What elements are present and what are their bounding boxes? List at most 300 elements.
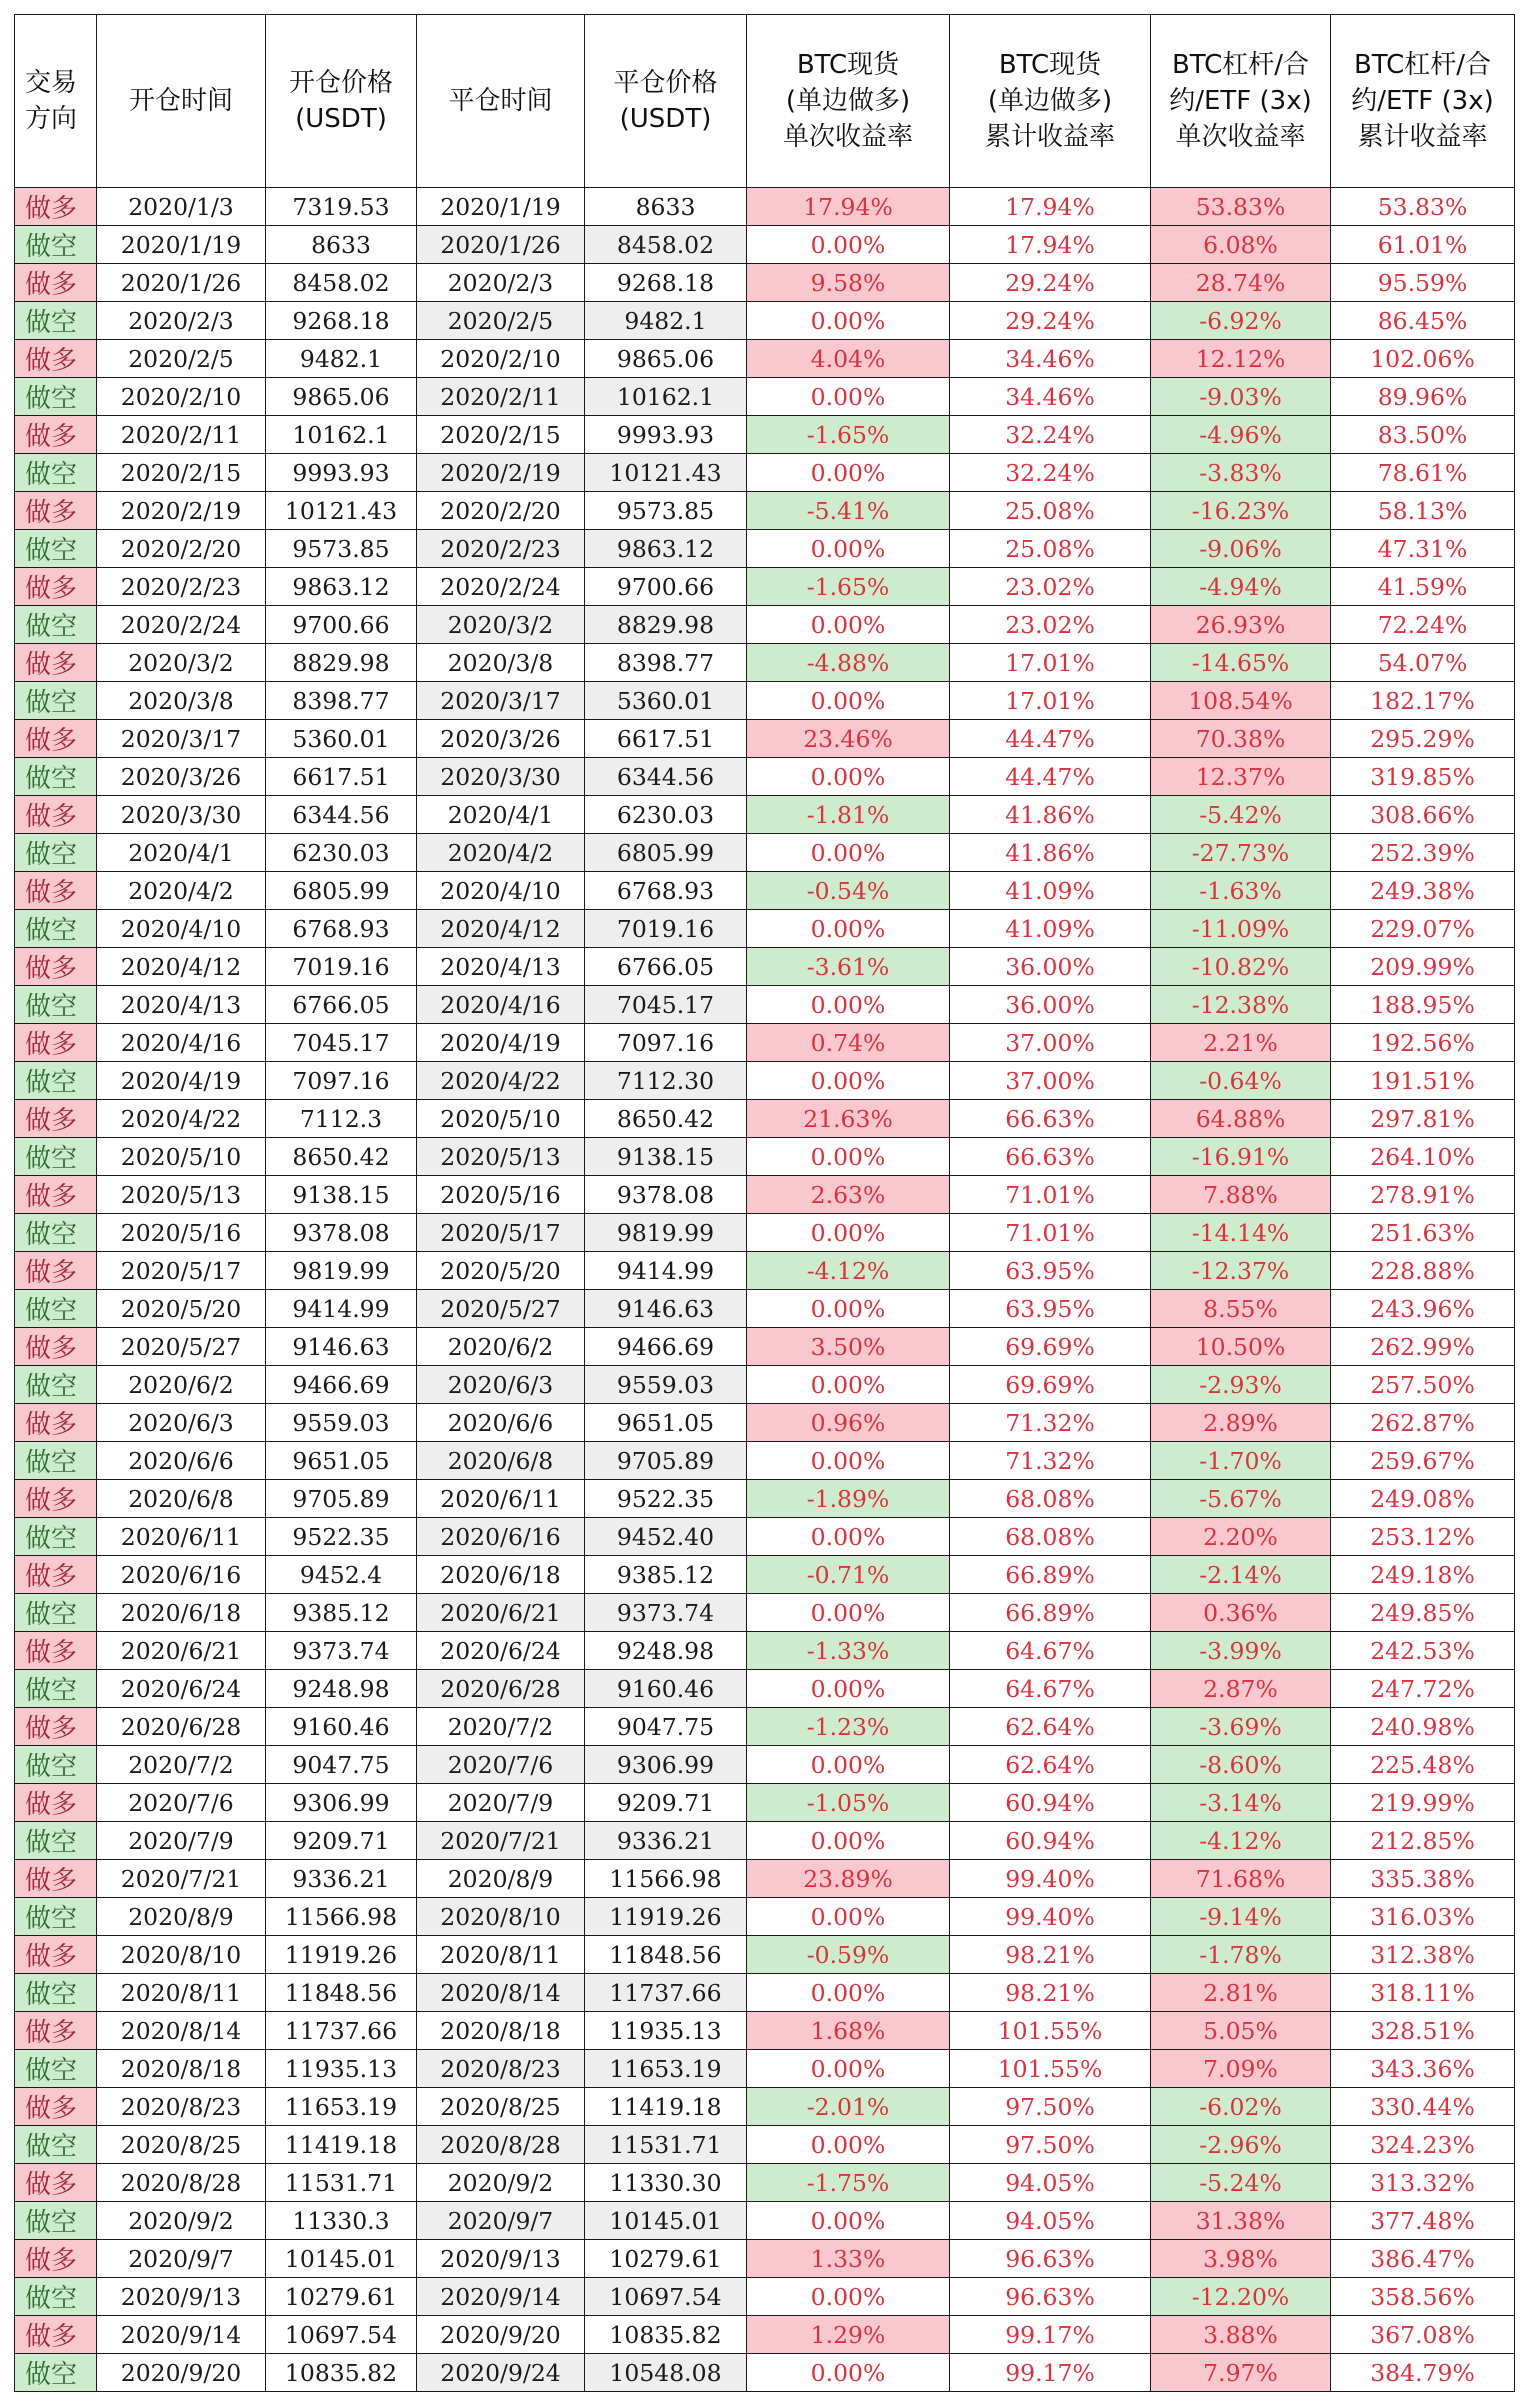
leverage-single-return-cell[interactable]: 2.20%	[1151, 1518, 1331, 1556]
leverage-cumulative-return-cell[interactable]: 242.53%	[1331, 1632, 1515, 1670]
spot-single-return-cell[interactable]: 0.00%	[747, 682, 950, 720]
close-time-cell[interactable]: 2020/5/10	[417, 1100, 585, 1138]
direction-cell[interactable]: 做空	[15, 1290, 97, 1328]
close-time-cell[interactable]: 2020/2/24	[417, 568, 585, 606]
leverage-single-return-cell[interactable]: 71.68%	[1151, 1860, 1331, 1898]
open-time-cell[interactable]: 2020/2/20	[97, 530, 266, 568]
direction-cell[interactable]: 做多	[15, 872, 97, 910]
leverage-cumulative-return-cell[interactable]: 228.88%	[1331, 1252, 1515, 1290]
open-time-cell[interactable]: 2020/6/2	[97, 1366, 266, 1404]
leverage-cumulative-return-cell[interactable]: 330.44%	[1331, 2088, 1515, 2126]
spot-single-return-cell[interactable]: 0.00%	[747, 378, 950, 416]
leverage-single-return-cell[interactable]: -6.02%	[1151, 2088, 1331, 2126]
close-price-cell[interactable]: 9378.08	[585, 1176, 747, 1214]
spot-single-return-cell[interactable]: -2.01%	[747, 2088, 950, 2126]
open-price-cell[interactable]: 11330.3	[266, 2202, 417, 2240]
leverage-cumulative-return-cell[interactable]: 240.98%	[1331, 1708, 1515, 1746]
direction-cell[interactable]: 做多	[15, 2088, 97, 2126]
spot-single-return-cell[interactable]: 21.63%	[747, 1100, 950, 1138]
close-time-cell[interactable]: 2020/6/28	[417, 1670, 585, 1708]
leverage-cumulative-return-cell[interactable]: 95.59%	[1331, 264, 1515, 302]
spot-single-return-cell[interactable]: -1.89%	[747, 1480, 950, 1518]
spot-cumulative-return-cell[interactable]: 98.21%	[950, 1974, 1151, 2012]
spot-single-return-cell[interactable]: -0.71%	[747, 1556, 950, 1594]
spot-cumulative-return-cell[interactable]: 63.95%	[950, 1290, 1151, 1328]
close-time-cell[interactable]: 2020/2/5	[417, 302, 585, 340]
leverage-single-return-cell[interactable]: 7.97%	[1151, 2354, 1331, 2392]
open-time-cell[interactable]: 2020/2/10	[97, 378, 266, 416]
spot-cumulative-return-cell[interactable]: 44.47%	[950, 720, 1151, 758]
leverage-cumulative-return-cell[interactable]: 78.61%	[1331, 454, 1515, 492]
leverage-cumulative-return-cell[interactable]: 295.29%	[1331, 720, 1515, 758]
close-time-cell[interactable]: 2020/8/28	[417, 2126, 585, 2164]
open-price-cell[interactable]: 9705.89	[266, 1480, 417, 1518]
spot-single-return-cell[interactable]: -1.23%	[747, 1708, 950, 1746]
leverage-single-return-cell[interactable]: -9.14%	[1151, 1898, 1331, 1936]
leverage-single-return-cell[interactable]: -8.60%	[1151, 1746, 1331, 1784]
open-price-cell[interactable]: 7019.16	[266, 948, 417, 986]
leverage-cumulative-return-cell[interactable]: 377.48%	[1331, 2202, 1515, 2240]
close-price-cell[interactable]: 11653.19	[585, 2050, 747, 2088]
close-price-cell[interactable]: 6617.51	[585, 720, 747, 758]
direction-cell[interactable]: 做多	[15, 796, 97, 834]
spot-cumulative-return-cell[interactable]: 71.01%	[950, 1214, 1151, 1252]
direction-cell[interactable]: 做多	[15, 1556, 97, 1594]
close-price-cell[interactable]: 10162.1	[585, 378, 747, 416]
open-price-cell[interactable]: 10835.82	[266, 2354, 417, 2392]
spot-single-return-cell[interactable]: 23.89%	[747, 1860, 950, 1898]
spot-single-return-cell[interactable]: 0.96%	[747, 1404, 950, 1442]
open-price-cell[interactable]: 11919.26	[266, 1936, 417, 1974]
direction-cell[interactable]: 做空	[15, 1670, 97, 1708]
direction-cell[interactable]: 做多	[15, 1860, 97, 1898]
leverage-cumulative-return-cell[interactable]: 229.07%	[1331, 910, 1515, 948]
spot-cumulative-return-cell[interactable]: 99.40%	[950, 1860, 1151, 1898]
spot-cumulative-return-cell[interactable]: 71.32%	[950, 1442, 1151, 1480]
open-time-cell[interactable]: 2020/9/14	[97, 2316, 266, 2354]
direction-cell[interactable]: 做空	[15, 2202, 97, 2240]
close-time-cell[interactable]: 2020/8/11	[417, 1936, 585, 1974]
direction-cell[interactable]: 做空	[15, 2354, 97, 2392]
spot-cumulative-return-cell[interactable]: 69.69%	[950, 1328, 1151, 1366]
open-time-cell[interactable]: 2020/2/11	[97, 416, 266, 454]
leverage-single-return-cell[interactable]: 12.12%	[1151, 340, 1331, 378]
leverage-single-return-cell[interactable]: -27.73%	[1151, 834, 1331, 872]
leverage-single-return-cell[interactable]: 31.38%	[1151, 2202, 1331, 2240]
leverage-single-return-cell[interactable]: -9.06%	[1151, 530, 1331, 568]
direction-cell[interactable]: 做空	[15, 302, 97, 340]
leverage-single-return-cell[interactable]: -4.94%	[1151, 568, 1331, 606]
direction-cell[interactable]: 做多	[15, 1936, 97, 1974]
close-price-cell[interactable]: 6230.03	[585, 796, 747, 834]
direction-cell[interactable]: 做多	[15, 568, 97, 606]
close-price-cell[interactable]: 8650.42	[585, 1100, 747, 1138]
open-price-cell[interactable]: 9306.99	[266, 1784, 417, 1822]
direction-cell[interactable]: 做多	[15, 2164, 97, 2202]
open-time-cell[interactable]: 2020/5/27	[97, 1328, 266, 1366]
spot-single-return-cell[interactable]: -1.75%	[747, 2164, 950, 2202]
close-price-cell[interactable]: 10121.43	[585, 454, 747, 492]
close-time-cell[interactable]: 2020/1/19	[417, 188, 585, 226]
direction-cell[interactable]: 做多	[15, 1100, 97, 1138]
close-time-cell[interactable]: 2020/4/12	[417, 910, 585, 948]
open-time-cell[interactable]: 2020/6/28	[97, 1708, 266, 1746]
leverage-cumulative-return-cell[interactable]: 191.51%	[1331, 1062, 1515, 1100]
spot-cumulative-return-cell[interactable]: 41.86%	[950, 796, 1151, 834]
leverage-cumulative-return-cell[interactable]: 249.38%	[1331, 872, 1515, 910]
close-price-cell[interactable]: 9138.15	[585, 1138, 747, 1176]
open-time-cell[interactable]: 2020/6/8	[97, 1480, 266, 1518]
spot-single-return-cell[interactable]: 1.33%	[747, 2240, 950, 2278]
close-price-cell[interactable]: 8458.02	[585, 226, 747, 264]
direction-cell[interactable]: 做空	[15, 226, 97, 264]
close-price-cell[interactable]: 9700.66	[585, 568, 747, 606]
leverage-cumulative-return-cell[interactable]: 58.13%	[1331, 492, 1515, 530]
leverage-single-return-cell[interactable]: 7.09%	[1151, 2050, 1331, 2088]
spot-single-return-cell[interactable]: 0.00%	[747, 910, 950, 948]
leverage-cumulative-return-cell[interactable]: 257.50%	[1331, 1366, 1515, 1404]
leverage-single-return-cell[interactable]: -2.96%	[1151, 2126, 1331, 2164]
open-price-cell[interactable]: 9993.93	[266, 454, 417, 492]
direction-cell[interactable]: 做空	[15, 1518, 97, 1556]
close-price-cell[interactable]: 5360.01	[585, 682, 747, 720]
leverage-single-return-cell[interactable]: -14.65%	[1151, 644, 1331, 682]
spot-single-return-cell[interactable]: 0.00%	[747, 758, 950, 796]
spot-cumulative-return-cell[interactable]: 99.17%	[950, 2316, 1151, 2354]
spot-single-return-cell[interactable]: 0.00%	[747, 1594, 950, 1632]
spot-cumulative-return-cell[interactable]: 34.46%	[950, 340, 1151, 378]
spot-single-return-cell[interactable]: -0.59%	[747, 1936, 950, 1974]
open-price-cell[interactable]: 6617.51	[266, 758, 417, 796]
close-price-cell[interactable]: 9993.93	[585, 416, 747, 454]
close-price-cell[interactable]: 11919.26	[585, 1898, 747, 1936]
leverage-single-return-cell[interactable]: -11.09%	[1151, 910, 1331, 948]
close-price-cell[interactable]: 9522.35	[585, 1480, 747, 1518]
open-price-cell[interactable]: 9452.4	[266, 1556, 417, 1594]
leverage-single-return-cell[interactable]: -5.24%	[1151, 2164, 1331, 2202]
spot-cumulative-return-cell[interactable]: 37.00%	[950, 1024, 1151, 1062]
leverage-single-return-cell[interactable]: -4.96%	[1151, 416, 1331, 454]
leverage-single-return-cell[interactable]: 0.36%	[1151, 1594, 1331, 1632]
leverage-single-return-cell[interactable]: 8.55%	[1151, 1290, 1331, 1328]
leverage-cumulative-return-cell[interactable]: 243.96%	[1331, 1290, 1515, 1328]
open-time-cell[interactable]: 2020/7/6	[97, 1784, 266, 1822]
spot-single-return-cell[interactable]: -4.12%	[747, 1252, 950, 1290]
close-time-cell[interactable]: 2020/9/2	[417, 2164, 585, 2202]
spot-single-return-cell[interactable]: 0.00%	[747, 1974, 950, 2012]
open-price-cell[interactable]: 9651.05	[266, 1442, 417, 1480]
close-time-cell[interactable]: 2020/6/18	[417, 1556, 585, 1594]
spot-cumulative-return-cell[interactable]: 94.05%	[950, 2202, 1151, 2240]
open-price-cell[interactable]: 9385.12	[266, 1594, 417, 1632]
direction-cell[interactable]: 做空	[15, 910, 97, 948]
spot-single-return-cell[interactable]: 0.00%	[747, 226, 950, 264]
close-price-cell[interactable]: 11330.30	[585, 2164, 747, 2202]
direction-cell[interactable]: 做多	[15, 416, 97, 454]
spot-cumulative-return-cell[interactable]: 37.00%	[950, 1062, 1151, 1100]
spot-cumulative-return-cell[interactable]: 66.89%	[950, 1594, 1151, 1632]
close-time-cell[interactable]: 2020/8/18	[417, 2012, 585, 2050]
leverage-single-return-cell[interactable]: 2.21%	[1151, 1024, 1331, 1062]
open-time-cell[interactable]: 2020/8/9	[97, 1898, 266, 1936]
open-time-cell[interactable]: 2020/6/11	[97, 1518, 266, 1556]
spot-cumulative-return-cell[interactable]: 69.69%	[950, 1366, 1151, 1404]
spot-single-return-cell[interactable]: 0.00%	[747, 530, 950, 568]
leverage-single-return-cell[interactable]: -2.93%	[1151, 1366, 1331, 1404]
close-price-cell[interactable]: 7019.16	[585, 910, 747, 948]
spot-single-return-cell[interactable]: 0.00%	[747, 1442, 950, 1480]
direction-cell[interactable]: 做多	[15, 1632, 97, 1670]
direction-cell[interactable]: 做多	[15, 340, 97, 378]
spot-cumulative-return-cell[interactable]: 17.01%	[950, 682, 1151, 720]
direction-cell[interactable]: 做空	[15, 1974, 97, 2012]
close-price-cell[interactable]: 10835.82	[585, 2316, 747, 2354]
close-price-cell[interactable]: 9248.98	[585, 1632, 747, 1670]
close-price-cell[interactable]: 9209.71	[585, 1784, 747, 1822]
leverage-cumulative-return-cell[interactable]: 212.85%	[1331, 1822, 1515, 1860]
close-time-cell[interactable]: 2020/4/19	[417, 1024, 585, 1062]
open-time-cell[interactable]: 2020/2/19	[97, 492, 266, 530]
leverage-single-return-cell[interactable]: -5.42%	[1151, 796, 1331, 834]
direction-cell[interactable]: 做空	[15, 834, 97, 872]
open-time-cell[interactable]: 2020/3/17	[97, 720, 266, 758]
spot-cumulative-return-cell[interactable]: 44.47%	[950, 758, 1151, 796]
direction-cell[interactable]: 做多	[15, 644, 97, 682]
close-time-cell[interactable]: 2020/5/27	[417, 1290, 585, 1328]
open-time-cell[interactable]: 2020/3/30	[97, 796, 266, 834]
spot-cumulative-return-cell[interactable]: 25.08%	[950, 530, 1151, 568]
leverage-cumulative-return-cell[interactable]: 72.24%	[1331, 606, 1515, 644]
direction-cell[interactable]: 做多	[15, 1480, 97, 1518]
close-time-cell[interactable]: 2020/2/19	[417, 454, 585, 492]
leverage-single-return-cell[interactable]: -14.14%	[1151, 1214, 1331, 1252]
open-price-cell[interactable]: 9268.18	[266, 302, 417, 340]
close-price-cell[interactable]: 9373.74	[585, 1594, 747, 1632]
spot-cumulative-return-cell[interactable]: 23.02%	[950, 606, 1151, 644]
close-price-cell[interactable]: 10145.01	[585, 2202, 747, 2240]
spot-cumulative-return-cell[interactable]: 97.50%	[950, 2126, 1151, 2164]
open-price-cell[interactable]: 9819.99	[266, 1252, 417, 1290]
open-price-cell[interactable]: 6766.05	[266, 986, 417, 1024]
close-time-cell[interactable]: 2020/2/11	[417, 378, 585, 416]
close-time-cell[interactable]: 2020/6/16	[417, 1518, 585, 1556]
open-time-cell[interactable]: 2020/8/28	[97, 2164, 266, 2202]
leverage-single-return-cell[interactable]: 26.93%	[1151, 606, 1331, 644]
spot-cumulative-return-cell[interactable]: 99.40%	[950, 1898, 1151, 1936]
leverage-single-return-cell[interactable]: 108.54%	[1151, 682, 1331, 720]
open-time-cell[interactable]: 2020/4/12	[97, 948, 266, 986]
open-price-cell[interactable]: 6344.56	[266, 796, 417, 834]
leverage-single-return-cell[interactable]: 64.88%	[1151, 1100, 1331, 1138]
close-time-cell[interactable]: 2020/7/9	[417, 1784, 585, 1822]
leverage-single-return-cell[interactable]: -10.82%	[1151, 948, 1331, 986]
spot-single-return-cell[interactable]: 3.50%	[747, 1328, 950, 1366]
leverage-single-return-cell[interactable]: 2.87%	[1151, 1670, 1331, 1708]
leverage-single-return-cell[interactable]: -4.12%	[1151, 1822, 1331, 1860]
spot-cumulative-return-cell[interactable]: 68.08%	[950, 1518, 1151, 1556]
open-time-cell[interactable]: 2020/5/17	[97, 1252, 266, 1290]
spot-cumulative-return-cell[interactable]: 29.24%	[950, 302, 1151, 340]
open-price-cell[interactable]: 9522.35	[266, 1518, 417, 1556]
spot-single-return-cell[interactable]: -5.41%	[747, 492, 950, 530]
open-price-cell[interactable]: 7097.16	[266, 1062, 417, 1100]
leverage-cumulative-return-cell[interactable]: 182.17%	[1331, 682, 1515, 720]
open-price-cell[interactable]: 9378.08	[266, 1214, 417, 1252]
close-price-cell[interactable]: 11531.71	[585, 2126, 747, 2164]
spot-single-return-cell[interactable]: 0.00%	[747, 1290, 950, 1328]
direction-cell[interactable]: 做空	[15, 1898, 97, 1936]
leverage-single-return-cell[interactable]: -16.91%	[1151, 1138, 1331, 1176]
close-price-cell[interactable]: 11419.18	[585, 2088, 747, 2126]
leverage-single-return-cell[interactable]: -1.63%	[1151, 872, 1331, 910]
leverage-cumulative-return-cell[interactable]: 41.59%	[1331, 568, 1515, 606]
close-time-cell[interactable]: 2020/7/21	[417, 1822, 585, 1860]
spot-cumulative-return-cell[interactable]: 64.67%	[950, 1670, 1151, 1708]
open-time-cell[interactable]: 2020/6/16	[97, 1556, 266, 1594]
leverage-single-return-cell[interactable]: -2.14%	[1151, 1556, 1331, 1594]
close-time-cell[interactable]: 2020/9/20	[417, 2316, 585, 2354]
close-time-cell[interactable]: 2020/4/1	[417, 796, 585, 834]
direction-cell[interactable]: 做多	[15, 1252, 97, 1290]
spot-cumulative-return-cell[interactable]: 96.63%	[950, 2278, 1151, 2316]
direction-cell[interactable]: 做空	[15, 1442, 97, 1480]
close-time-cell[interactable]: 2020/3/30	[417, 758, 585, 796]
close-time-cell[interactable]: 2020/3/8	[417, 644, 585, 682]
leverage-cumulative-return-cell[interactable]: 209.99%	[1331, 948, 1515, 986]
close-time-cell[interactable]: 2020/6/2	[417, 1328, 585, 1366]
open-price-cell[interactable]: 7112.3	[266, 1100, 417, 1138]
close-time-cell[interactable]: 2020/8/9	[417, 1860, 585, 1898]
close-time-cell[interactable]: 2020/4/16	[417, 986, 585, 1024]
direction-cell[interactable]: 做空	[15, 1214, 97, 1252]
open-price-cell[interactable]: 8398.77	[266, 682, 417, 720]
leverage-single-return-cell[interactable]: -12.38%	[1151, 986, 1331, 1024]
open-price-cell[interactable]: 9559.03	[266, 1404, 417, 1442]
close-price-cell[interactable]: 11935.13	[585, 2012, 747, 2050]
leverage-cumulative-return-cell[interactable]: 249.85%	[1331, 1594, 1515, 1632]
spot-single-return-cell[interactable]: 4.04%	[747, 340, 950, 378]
open-time-cell[interactable]: 2020/2/3	[97, 302, 266, 340]
open-price-cell[interactable]: 7045.17	[266, 1024, 417, 1062]
spot-single-return-cell[interactable]: -1.65%	[747, 416, 950, 454]
close-price-cell[interactable]: 9819.99	[585, 1214, 747, 1252]
leverage-single-return-cell[interactable]: -3.83%	[1151, 454, 1331, 492]
close-price-cell[interactable]: 8829.98	[585, 606, 747, 644]
direction-cell[interactable]: 做空	[15, 2050, 97, 2088]
open-time-cell[interactable]: 2020/3/8	[97, 682, 266, 720]
leverage-cumulative-return-cell[interactable]: 102.06%	[1331, 340, 1515, 378]
spot-cumulative-return-cell[interactable]: 64.67%	[950, 1632, 1151, 1670]
leverage-cumulative-return-cell[interactable]: 358.56%	[1331, 2278, 1515, 2316]
spot-single-return-cell[interactable]: -1.05%	[747, 1784, 950, 1822]
spot-cumulative-return-cell[interactable]: 41.09%	[950, 910, 1151, 948]
direction-cell[interactable]: 做空	[15, 606, 97, 644]
open-price-cell[interactable]: 10697.54	[266, 2316, 417, 2354]
leverage-cumulative-return-cell[interactable]: 262.87%	[1331, 1404, 1515, 1442]
spot-cumulative-return-cell[interactable]: 99.17%	[950, 2354, 1151, 2392]
direction-cell[interactable]: 做空	[15, 1822, 97, 1860]
direction-cell[interactable]: 做空	[15, 1366, 97, 1404]
spot-single-return-cell[interactable]: -1.65%	[747, 568, 950, 606]
open-price-cell[interactable]: 5360.01	[266, 720, 417, 758]
open-time-cell[interactable]: 2020/8/25	[97, 2126, 266, 2164]
open-price-cell[interactable]: 8650.42	[266, 1138, 417, 1176]
close-price-cell[interactable]: 11848.56	[585, 1936, 747, 1974]
leverage-single-return-cell[interactable]: -12.20%	[1151, 2278, 1331, 2316]
spot-single-return-cell[interactable]: 0.00%	[747, 454, 950, 492]
leverage-single-return-cell[interactable]: 53.83%	[1151, 188, 1331, 226]
open-time-cell[interactable]: 2020/6/6	[97, 1442, 266, 1480]
leverage-cumulative-return-cell[interactable]: 253.12%	[1331, 1518, 1515, 1556]
spot-single-return-cell[interactable]: 0.00%	[747, 1518, 950, 1556]
open-price-cell[interactable]: 11419.18	[266, 2126, 417, 2164]
spot-single-return-cell[interactable]: 2.63%	[747, 1176, 950, 1214]
spot-cumulative-return-cell[interactable]: 71.01%	[950, 1176, 1151, 1214]
leverage-cumulative-return-cell[interactable]: 188.95%	[1331, 986, 1515, 1024]
spot-cumulative-return-cell[interactable]: 63.95%	[950, 1252, 1151, 1290]
spot-cumulative-return-cell[interactable]: 17.01%	[950, 644, 1151, 682]
open-price-cell[interactable]: 9573.85	[266, 530, 417, 568]
close-time-cell[interactable]: 2020/7/2	[417, 1708, 585, 1746]
open-price-cell[interactable]: 6805.99	[266, 872, 417, 910]
leverage-cumulative-return-cell[interactable]: 225.48%	[1331, 1746, 1515, 1784]
open-time-cell[interactable]: 2020/7/21	[97, 1860, 266, 1898]
leverage-single-return-cell[interactable]: 28.74%	[1151, 264, 1331, 302]
spot-cumulative-return-cell[interactable]: 17.94%	[950, 226, 1151, 264]
close-price-cell[interactable]: 9863.12	[585, 530, 747, 568]
spot-single-return-cell[interactable]: -4.88%	[747, 644, 950, 682]
close-time-cell[interactable]: 2020/5/13	[417, 1138, 585, 1176]
open-price-cell[interactable]: 6230.03	[266, 834, 417, 872]
spot-single-return-cell[interactable]: 0.00%	[747, 1670, 950, 1708]
leverage-single-return-cell[interactable]: 3.98%	[1151, 2240, 1331, 2278]
leverage-cumulative-return-cell[interactable]: 324.23%	[1331, 2126, 1515, 2164]
close-time-cell[interactable]: 2020/9/7	[417, 2202, 585, 2240]
leverage-single-return-cell[interactable]: 70.38%	[1151, 720, 1331, 758]
leverage-cumulative-return-cell[interactable]: 247.72%	[1331, 1670, 1515, 1708]
open-price-cell[interactable]: 9414.99	[266, 1290, 417, 1328]
open-price-cell[interactable]: 9248.98	[266, 1670, 417, 1708]
spot-cumulative-return-cell[interactable]: 66.63%	[950, 1138, 1151, 1176]
open-price-cell[interactable]: 8829.98	[266, 644, 417, 682]
leverage-cumulative-return-cell[interactable]: 297.81%	[1331, 1100, 1515, 1138]
close-time-cell[interactable]: 2020/1/26	[417, 226, 585, 264]
spot-single-return-cell[interactable]: 0.00%	[747, 1746, 950, 1784]
close-time-cell[interactable]: 2020/7/6	[417, 1746, 585, 1784]
leverage-single-return-cell[interactable]: 5.05%	[1151, 2012, 1331, 2050]
leverage-cumulative-return-cell[interactable]: 313.32%	[1331, 2164, 1515, 2202]
close-time-cell[interactable]: 2020/6/8	[417, 1442, 585, 1480]
close-time-cell[interactable]: 2020/3/26	[417, 720, 585, 758]
leverage-single-return-cell[interactable]: -12.37%	[1151, 1252, 1331, 1290]
open-time-cell[interactable]: 2020/4/10	[97, 910, 266, 948]
close-price-cell[interactable]: 9573.85	[585, 492, 747, 530]
spot-single-return-cell[interactable]: -1.33%	[747, 1632, 950, 1670]
leverage-cumulative-return-cell[interactable]: 308.66%	[1331, 796, 1515, 834]
close-time-cell[interactable]: 2020/3/17	[417, 682, 585, 720]
open-time-cell[interactable]: 2020/6/3	[97, 1404, 266, 1442]
direction-cell[interactable]: 做多	[15, 1024, 97, 1062]
close-price-cell[interactable]: 9466.69	[585, 1328, 747, 1366]
leverage-single-return-cell[interactable]: -3.99%	[1151, 1632, 1331, 1670]
spot-single-return-cell[interactable]: 0.00%	[747, 2202, 950, 2240]
open-price-cell[interactable]: 9209.71	[266, 1822, 417, 1860]
close-price-cell[interactable]: 10279.61	[585, 2240, 747, 2278]
close-price-cell[interactable]: 9336.21	[585, 1822, 747, 1860]
close-price-cell[interactable]: 11566.98	[585, 1860, 747, 1898]
spot-cumulative-return-cell[interactable]: 34.46%	[950, 378, 1151, 416]
open-time-cell[interactable]: 2020/2/24	[97, 606, 266, 644]
